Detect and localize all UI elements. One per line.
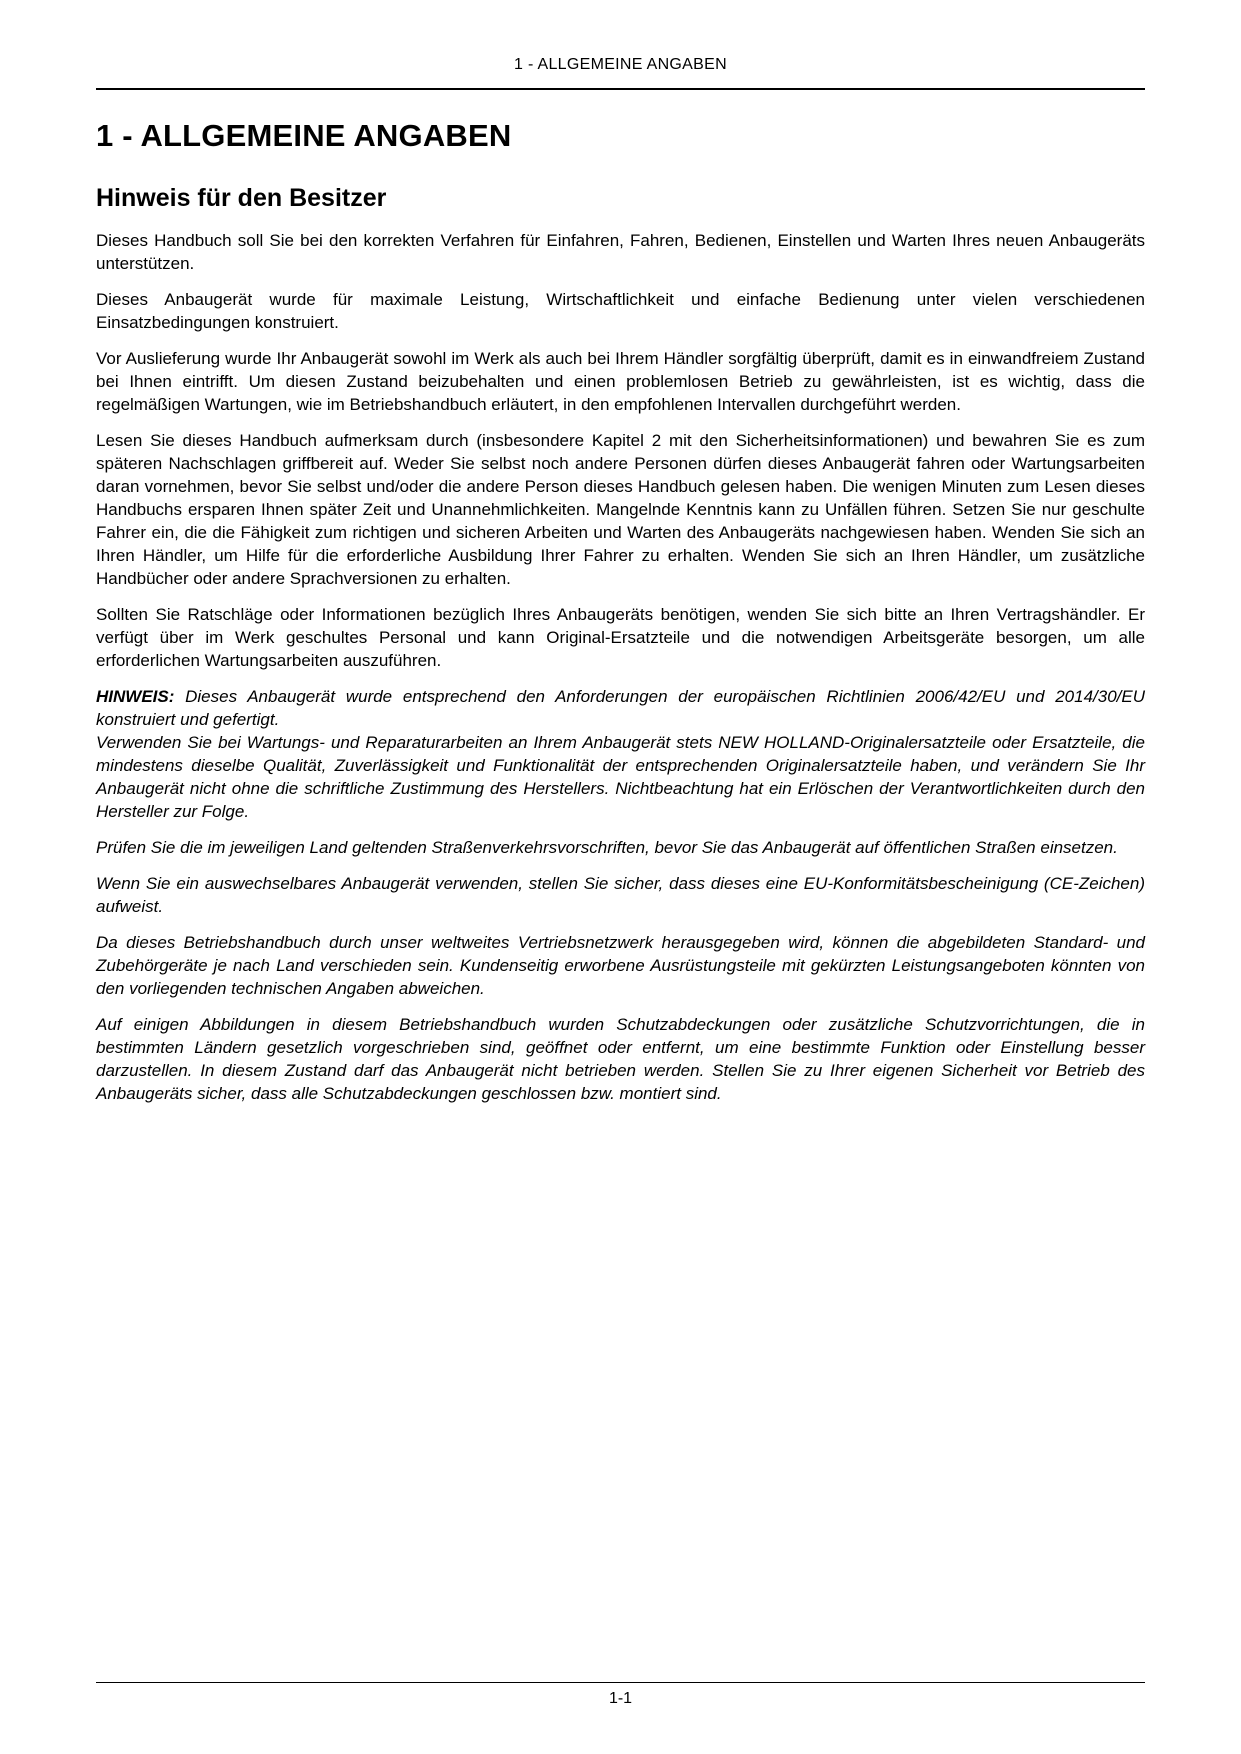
paragraph: Vor Auslieferung wurde Ihr Anbaugerät sowohl im Werk als auch bei Ihrem Händler sorgfältig überprüft, damit es in einwandfreiem Zustand bei Ihnen eintrifft. Um diesen Zustand beizubehalten und einen problemlosen Betrieb zu gewährleisten, ist es wichtig, dass die regelmäßigen Wartungen, wie im Betriebshandbuch erläutert, in den empfohlenen Intervallen durchgeführt werden. [96, 349, 1145, 414]
paragraph: Wenn Sie ein auswechselbares Anbaugerät verwenden, stellen Sie sicher, dass dieses eine EU-Konformitätsbescheinigung (CE-Zeichen) aufweist. [96, 874, 1145, 916]
paragraph: Prüfen Sie die im jeweiligen Land geltenden Straßenverkehrsvorschriften, bevor Sie das Anbaugerät auf öffentlichen Straßen einsetzen. [96, 838, 1118, 857]
header-rule [96, 88, 1145, 90]
paragraph: Dieses Anbaugerät wurde für maximale Leistung, Wirtschaftlichkeit und einfache Bedienung unter vielen verschiedenen Einsatzbedingungen konstruiert. [96, 290, 1145, 332]
paragraph: Sollten Sie Ratschläge oder Informationen bezüglich Ihres Anbaugeräts benötigen, wenden Sie sich bitte an Ihren Vertragshändler. Er verfügt über im Werk geschultes Personal und kann Original-Ersatzteile und die notwendigen Arbeitsgeräte besorgen, um alle erforderlichen Wartungsarbeiten auszuführen. [96, 605, 1145, 670]
page-number: 1-1 [608, 1690, 633, 1707]
paragraph: Lesen Sie dieses Handbuch aufmerksam durch (insbesondere Kapitel 2 mit den Sicherheitsinformationen) und bewahren Sie es zum späteren Nachschlagen griffbereit auf. Weder Sie selbst noch andere Personen dürfen dieses Anbaugerät fahren oder Wartungsarbeiten daran vornehmen, bevor Sie selbst und/oder die andere Person dieses Handbuch gelesen haben. Die wenigen Minuten zum Lesen dieses Handbuchs ersparen Ihnen später Zeit und Unannehmlichkeiten. Mangelnde Kenntnis kann zu Unfällen führen. Setzen Sie nur geschulte Fahrer ein, die die Fähigkeit zum richtigen und sicheren Arbeiten und Warten des Anbaugeräts nachgewiesen haben. Wenden Sie sich an Ihren Händler, um Hilfe für die erforderliche Ausbildung Ihrer Fahrer zu erhalten. Wenden Sie sich an Ihren Händler, um zusätzliche Handbücher oder andere Sprachversionen zu erhalten. [96, 431, 1145, 588]
paragraphs [96, 229, 1145, 1105]
page-footer [96, 1682, 1145, 1708]
footer-rule [96, 1682, 1145, 1683]
paragraph: Dieses Handbuch soll Sie bei den korrekten Verfahren für Einfahren, Fahren, Bedienen, Einstellen und Warten Ihres neuen Anbaugeräts unterstützen. [96, 231, 1145, 273]
section-heading: Hinweis für den Besitzer [96, 184, 387, 212]
running-header [96, 0, 1145, 90]
paragraph: Da dieses Betriebshandbuch durch unser weltweites Vertriebsnetzwerk herausgegeben wird, können die abgebildeten Standard- und Zubehörgeräte je nach Land verschieden sein. Kundenseitig erworbene Ausrüstungsteile mit gekürzten Leistungsangeboten könnten von den vorliegenden technischen Angaben abweichen. [96, 933, 1145, 998]
paragraph: HINWEIS: Dieses Anbaugerät wurde entsprechend den Anforderungen der europäischen Richtlinien 2006/42/EU und 2014/30/EU konstruiert und gefertigt. Verwenden Sie bei Wartungs- und Reparaturarbeiten an Ihrem Anbaugerät stets NEW HOLLAND-Originalersatzteile oder Ersatzteile, die mindestens dieselbe Qualität, Zuverlässigkeit und Funktionalität der entsprechenden Originalersatzteile haben, und verändern Sie Ihr Anbaugerät nicht ohne die schriftliche Zustimmung des Herstellers. Nichtbeachtung hat ein Erlöschen der Verantwortlichkeiten durch den Hersteller zur Folge. [96, 687, 1145, 821]
paragraph-prefix: HINWEIS: [96, 687, 186, 706]
page-title: 1 - ALLGEMEINE ANGABEN [96, 118, 512, 153]
paragraph: Auf einigen Abbildungen in diesem Betriebshandbuch wurden Schutzabdeckungen oder zusätzliche Schutzvorrichtungen, die in bestimmten Ländern gesetzlich vorgeschrieben sind, geöffnet oder entfernt, um eine bestimmte Funktion oder Einstellung besser darzustellen. In diesem Zustand darf das Anbaugerät nicht betrieben werden. Stellen Sie zu Ihrer eigenen Sicherheit vor Betrieb des Anbaugeräts sicher, dass alle Schutzabdeckungen geschlossen bzw. montiert sind. [96, 1015, 1145, 1103]
running-header-text: 1 - ALLGEMEINE ANGABEN [514, 56, 727, 73]
